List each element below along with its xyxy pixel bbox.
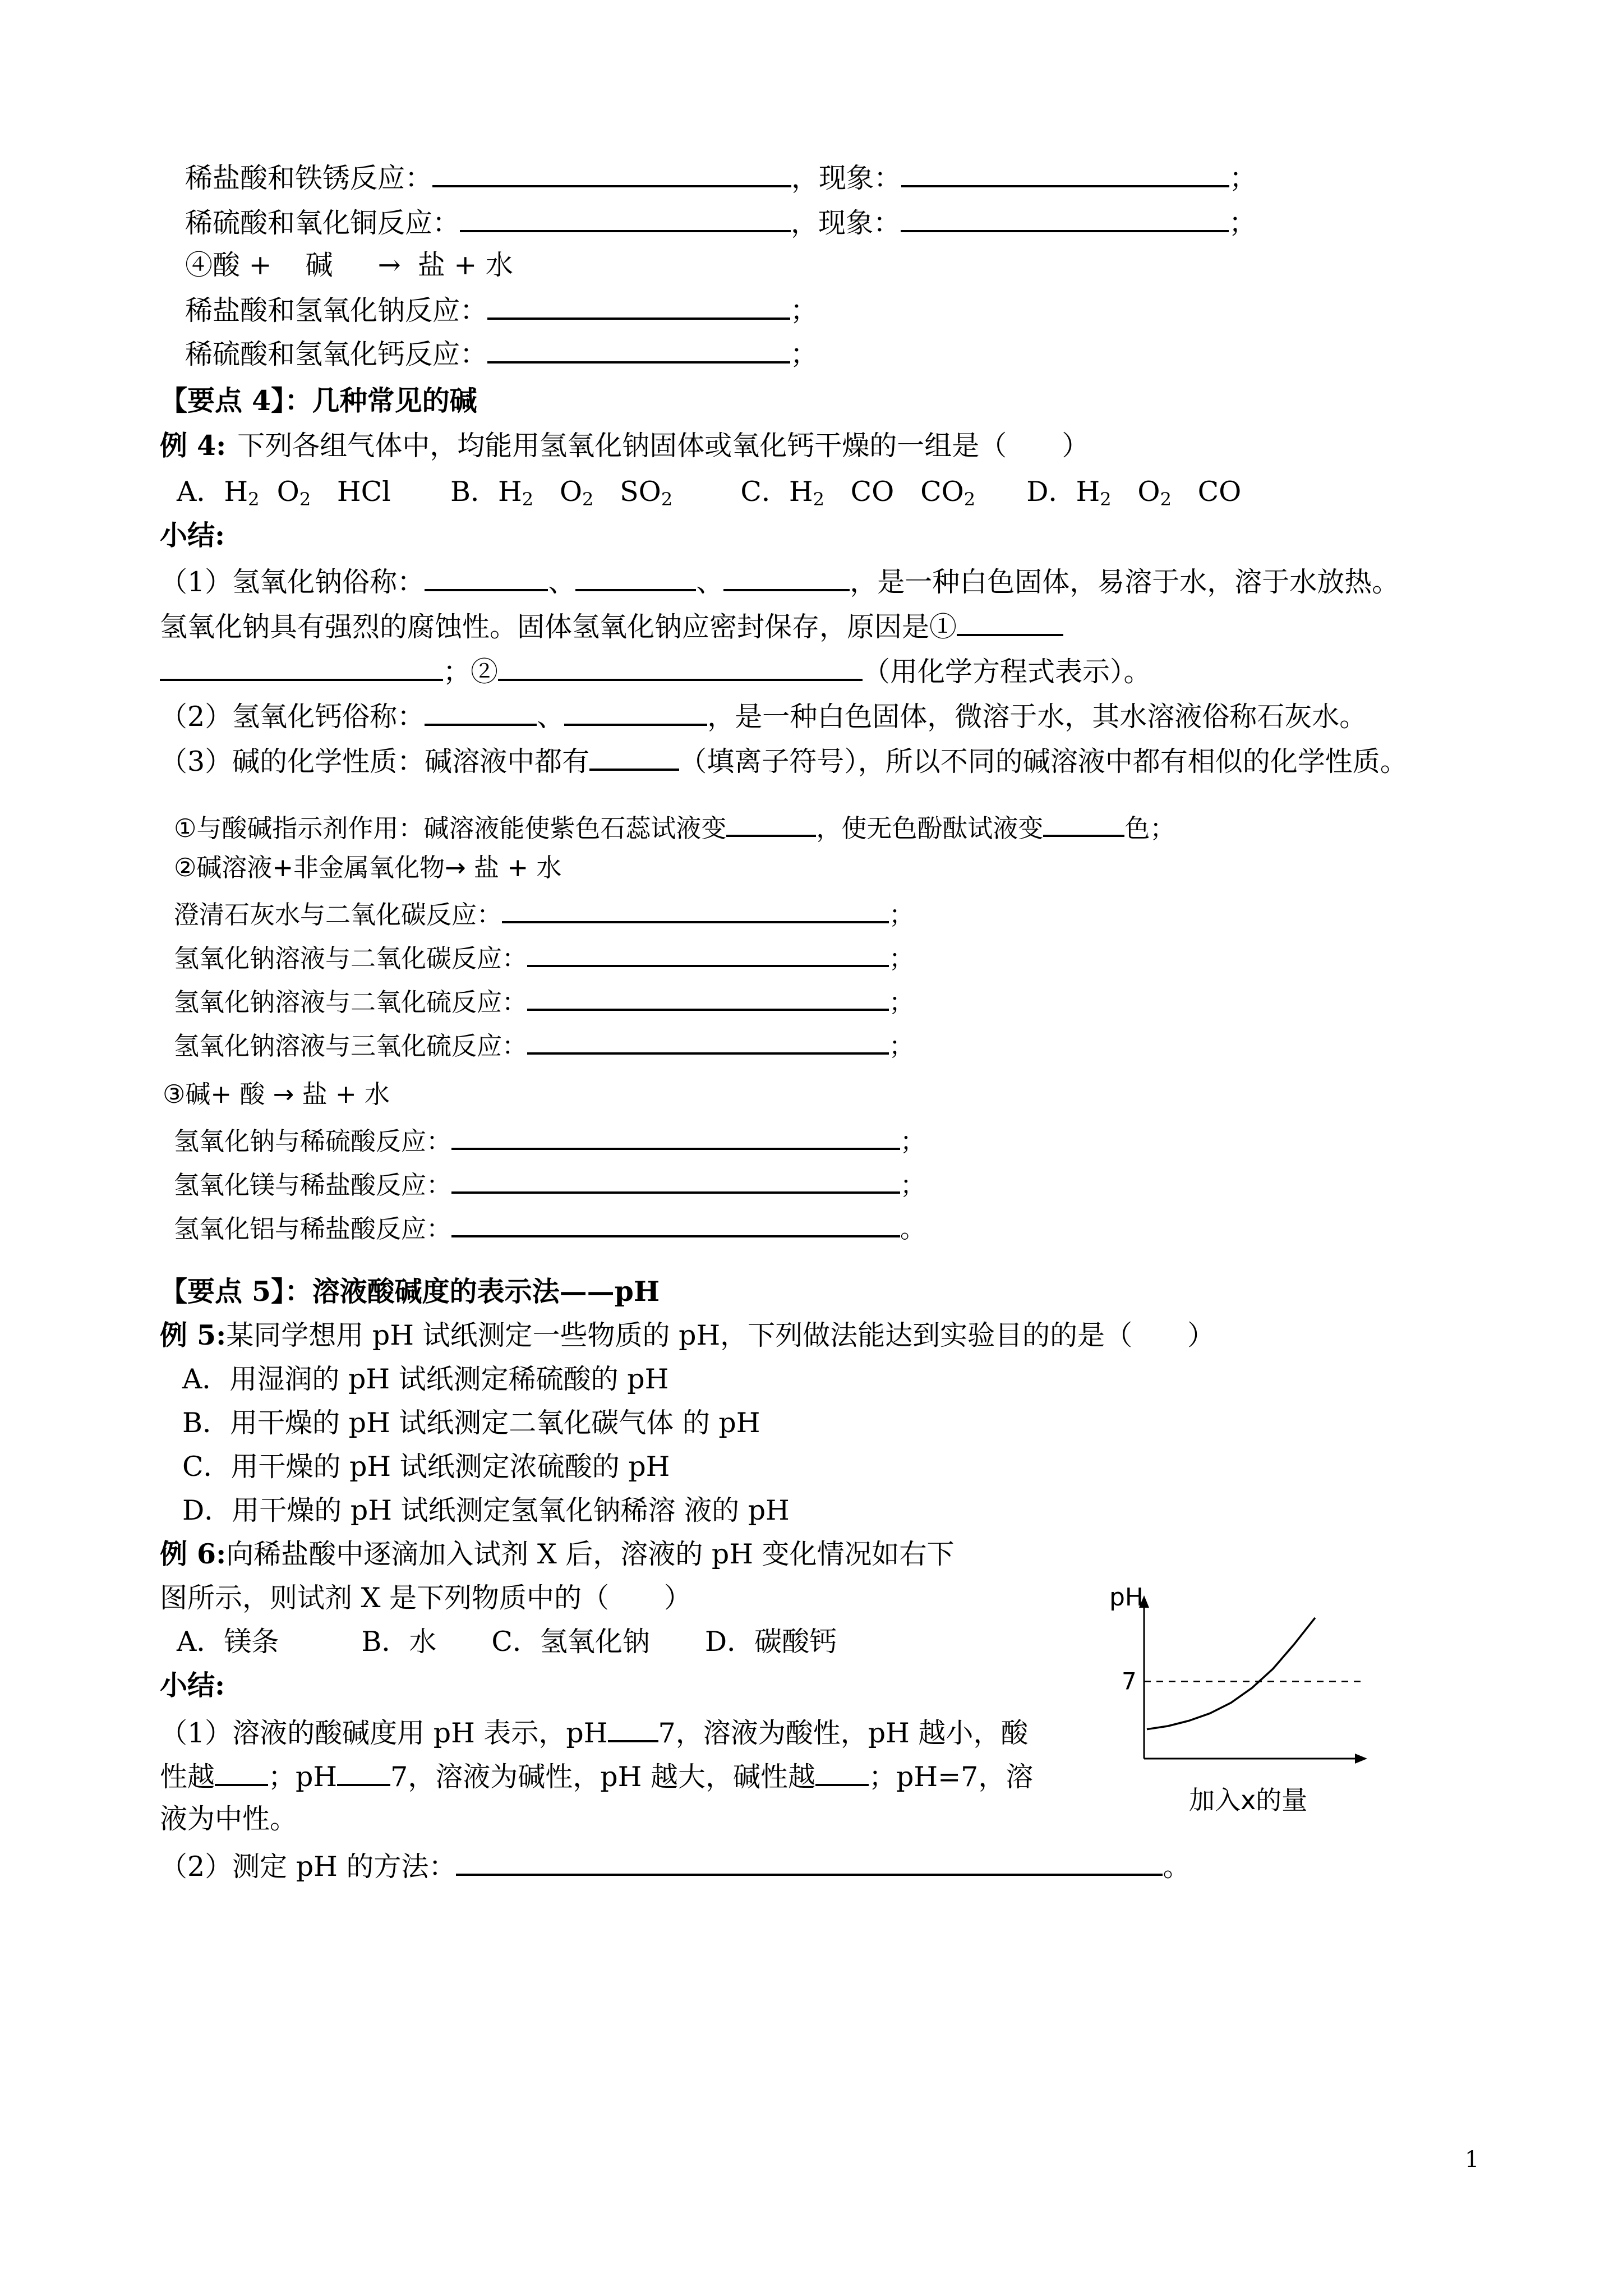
summary-caoh2-names [160, 701, 1367, 733]
answer-blank[interactable] [957, 611, 1063, 636]
answer-blank[interactable] [451, 1125, 900, 1150]
option-d[interactable]: D．$H_2$ $O_2$ CO [1026, 476, 1242, 510]
chart-axes [1122, 1595, 1367, 1764]
text: 氢氧化镁与稀盐酸反应： [174, 1170, 452, 1200]
text: 7，溶液为酸性，pH 越小，酸 [658, 1717, 1029, 1749]
y-axis-label: pH [1109, 1583, 1144, 1612]
line-mid: ，现象： [791, 207, 901, 239]
example-text: 向稀盐酸中逐滴加入试剂 X 后，溶液的 pH 变化情况如右下 [226, 1538, 955, 1570]
x-axis-arrow-icon [1355, 1754, 1367, 1764]
text: （用化学方程式表示）。 [863, 656, 1151, 688]
text: 氢氧化钠溶液与二氧化碳反应： [174, 944, 528, 973]
summary-naoh-names [160, 567, 1399, 596]
property-base-acid: ③碱+ 酸 → 盐 + 水 [163, 1079, 390, 1109]
answer-blank[interactable] [608, 1718, 658, 1742]
line-label: 稀盐酸和氢氧化钠反应： [185, 295, 488, 326]
reaction-limewater-co2 [174, 899, 915, 930]
option-a[interactable]: A．用湿润的 pH 试纸测定稀硫酸的 pH [182, 1363, 669, 1395]
summary-label: 小结: [160, 1669, 225, 1701]
summary-naoh-storage [160, 611, 1063, 641]
text: ，是一种白色固体，微溶于水，其水溶液俗称石灰水。 [707, 701, 1367, 733]
text: ；pH [268, 1761, 338, 1793]
reaction-mgoh2-hcl [174, 1169, 925, 1198]
example-4 [160, 429, 1090, 462]
answer-blank[interactable] [432, 163, 791, 187]
summary-ph-method [160, 1851, 1191, 1883]
line-label: 稀盐酸和铁锈反应： [185, 162, 433, 194]
text: 、 [537, 701, 565, 733]
property-indicator [174, 812, 1175, 841]
reaction-line-cuo [185, 208, 1256, 237]
text: （2）氢氧化钙俗称： [160, 701, 425, 733]
line-end: ； [790, 338, 818, 370]
answer-blank[interactable] [527, 1030, 889, 1055]
line-end: ； [1229, 162, 1257, 194]
answer-blank[interactable] [460, 208, 791, 232]
text: 氢氧化钠溶液与二氧化硫反应： [174, 987, 528, 1017]
example-5 [160, 1319, 1215, 1351]
option-b[interactable]: B．用干燥的 pH 试纸测定二氧化碳气体 的 pH [182, 1407, 760, 1439]
reaction-line-naoh [185, 295, 818, 324]
example-4-options [177, 476, 1242, 510]
text: 氢氧化钠具有强烈的腐蚀性。固体氢氧化钠应密封保存，原因是① [160, 611, 957, 643]
answer-blank[interactable] [901, 208, 1229, 232]
text: 澄清石灰水与二氧化碳反应： [174, 900, 502, 930]
line-end: ； [790, 295, 818, 326]
rule-part: 盐 + 水 [417, 249, 513, 281]
line-end: ； [1229, 207, 1257, 239]
answer-blank[interactable] [487, 339, 790, 364]
answer-blank[interactable] [160, 656, 443, 681]
page-number: 1 [1465, 2147, 1479, 2173]
option-a[interactable]: A．$H_2$ $O_2$ HCl [177, 476, 391, 510]
x-axis-label: 加入x的量 [1189, 1785, 1308, 1815]
summary-base-properties [160, 746, 1408, 775]
text: ①与酸碱指示剂作用：碱溶液能使紫色石蕊试液变 [174, 813, 727, 843]
text: （2）测定 pH 的方法： [160, 1851, 457, 1883]
answer-blank[interactable] [815, 1761, 869, 1786]
example-label: 例 5: [160, 1319, 227, 1351]
answer-blank[interactable] [527, 942, 889, 967]
line-mid: ，现象： [791, 162, 902, 194]
text: ； [900, 1126, 926, 1156]
property-nonmetal-oxide: ②碱溶液+非金属氧化物→ 盐 + 水 [174, 853, 562, 882]
example-6-cont: 图所示，则试剂 X 是下列物质中的（ ） [160, 1582, 692, 1614]
rule-part: ④酸 + [185, 249, 272, 281]
text: 7，溶液为碱性，pH 越大，碱性越 [390, 1761, 815, 1793]
text: 。 [900, 1214, 926, 1244]
answer-blank[interactable] [498, 656, 863, 681]
text: （填离子符号），所以不同的碱溶液中都有相似的化学性质。 [679, 746, 1408, 777]
text: 氢氧化钠与稀硫酸反应： [174, 1126, 452, 1156]
answer-blank[interactable] [901, 163, 1229, 187]
answer-blank[interactable] [575, 567, 696, 591]
answer-blank[interactable] [425, 701, 537, 726]
chart-plot [1147, 1618, 1315, 1729]
answer-blank[interactable] [589, 746, 679, 771]
text: （1）氢氧化钠俗称： [160, 566, 425, 598]
text: （3）碱的化学性质：碱溶液中都有 [160, 746, 590, 777]
text: ； [889, 987, 915, 1017]
summary-label: 小结: [160, 519, 225, 551]
ph-chart [1082, 1571, 1374, 1818]
text: ； [900, 1170, 926, 1200]
line-label: 稀硫酸和氢氧化钙反应： [185, 338, 488, 370]
text: ；pH=7，溶 [868, 1761, 1034, 1793]
text: ； [889, 1031, 915, 1061]
reaction-naoh-so2 [174, 986, 914, 1015]
option-b[interactable]: B．$H_2$ $O_2$ $SO_2$ [450, 476, 673, 510]
text: ，使无色酚酞试液变 [816, 813, 1044, 843]
example-6 [160, 1540, 955, 1568]
text: 。 [1163, 1851, 1191, 1883]
text: 色； [1124, 813, 1175, 843]
summary-ph-1 [160, 1718, 1028, 1747]
rule-acid-base [185, 251, 513, 279]
answer-blank[interactable] [564, 701, 707, 726]
answer-blank[interactable] [723, 567, 850, 591]
option-c[interactable]: C．用干燥的 pH 试纸测定浓硫酸的 pH [182, 1451, 670, 1483]
reaction-line-rust [185, 163, 1257, 192]
section-heading: 【要点 4】：几种常见的碱 [160, 384, 477, 417]
answer-blank[interactable] [337, 1761, 390, 1786]
answer-blank[interactable] [726, 812, 816, 837]
rule-part: 碱 [305, 249, 333, 281]
text: 、 [548, 566, 576, 598]
summary-ph-3: 液为中性。 [160, 1803, 298, 1835]
summary-naoh-reason [160, 656, 1151, 688]
text: 氢氧化钠溶液与三氧化硫反应： [174, 1031, 528, 1061]
text: 、 [696, 566, 724, 598]
text: 性越 [160, 1761, 215, 1793]
reaction-aloh3-hcl [174, 1213, 926, 1244]
reaction-naoh-so3 [174, 1030, 914, 1059]
answer-blank[interactable] [451, 1213, 900, 1237]
text: ，是一种白色固体，易溶于水，溶于水放热。 [850, 566, 1400, 598]
arrow-icon: → [377, 249, 401, 281]
example-text: 下列各组气体中，均能用氢氧化钠固体或氧化钙干燥的一组是（ ） [237, 430, 1090, 462]
ph-curve [1147, 1618, 1315, 1729]
example-text: 某同学想用 pH 试纸测定一些物质的 pH，下列做法能达到实验目的的是（ ） [226, 1319, 1215, 1351]
reaction-naoh-h2so4 [174, 1125, 925, 1154]
text: ； [889, 944, 915, 973]
option-d[interactable]: D．用干燥的 pH 试纸测定氢氧化钠稀溶 液的 pH [182, 1494, 790, 1526]
answer-blank[interactable] [487, 295, 790, 320]
y-tick-label: 7 [1122, 1667, 1137, 1695]
text: ； [889, 900, 915, 930]
answer-blank[interactable] [215, 1761, 268, 1786]
answer-blank[interactable] [502, 899, 889, 923]
example-label: 例 6: [160, 1538, 227, 1570]
line-label: 稀硫酸和氧化铜反应： [185, 207, 460, 239]
option-c[interactable]: C．$H_2$ CO $CO_2$ [740, 476, 976, 510]
answer-blank[interactable] [456, 1851, 1163, 1876]
summary-ph-2 [160, 1761, 1033, 1791]
answer-blank[interactable] [425, 567, 548, 591]
reaction-naoh-co2 [174, 942, 914, 971]
example-label: 例 4: [160, 429, 227, 462]
text: ；② [443, 656, 499, 688]
answer-blank[interactable] [451, 1169, 900, 1194]
text: （1）溶液的酸碱度用 pH 表示，pH [160, 1717, 608, 1749]
section-heading: 【要点 5】：溶液酸碱度的表示法——pH [160, 1275, 660, 1308]
example-6-options[interactable]: A．镁条 B．水 C．氢氧化钠 D．碳酸钙 [177, 1626, 837, 1658]
answer-blank[interactable] [527, 986, 889, 1011]
answer-blank[interactable] [1043, 812, 1124, 837]
text: 氢氧化铝与稀盐酸反应： [174, 1214, 452, 1244]
reaction-line-caoh2 [185, 339, 818, 368]
